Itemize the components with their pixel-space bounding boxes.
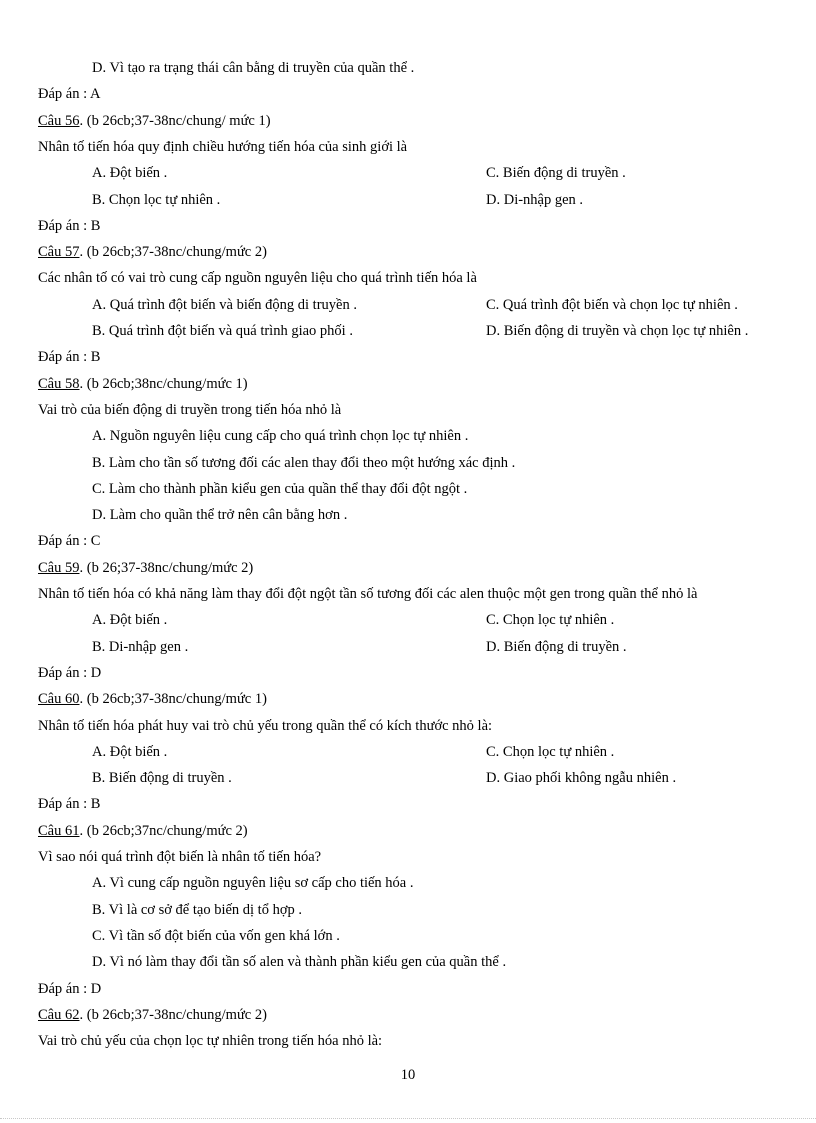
option: A. Vì cung cấp nguồn nguyên liệu sơ cấp cho tiến hóa . <box>92 875 414 892</box>
question-stem: Nhân tố tiến hóa phát huy vai trò chủ yếu trong quần thể có kích thước nhỏ là: <box>38 717 493 734</box>
question-header <box>38 243 267 261</box>
page-bottom-divider <box>0 1118 816 1119</box>
option: C. Vì tần số đột biến của vốn gen khá lớn . <box>92 927 340 944</box>
answer-line: Đáp án : D <box>38 664 102 681</box>
answer-line: Đáp án : D <box>38 980 102 997</box>
option-left: B. Chọn lọc tự nhiên . <box>92 191 221 208</box>
option: A. Nguồn nguyên liệu cung cấp cho quá trình chọn lọc tự nhiên . <box>92 428 469 445</box>
option-left: B. Di-nhập gen . <box>92 638 189 655</box>
question-stem: Vai trò chủ yếu của chọn lọc tự nhiên trong tiến hóa nhỏ là: <box>38 1033 383 1050</box>
option-left: B. Biến động di truyền . <box>92 770 232 787</box>
question-stem: Các nhân tố có vai trò cung cấp nguồn nguyên liệu cho quá trình tiến hóa là <box>38 270 477 287</box>
page-number: 10 <box>400 1067 416 1083</box>
question-header <box>38 1006 267 1024</box>
question-stem: Nhân tố tiến hóa quy định chiều hướng tiến hóa của sinh giới là <box>38 138 408 155</box>
option-right: D. Biến động di truyền . <box>486 638 627 655</box>
question-meta: . (b 26;37-38nc/chung/mức 2) <box>79 559 254 576</box>
answer-line: Đáp án : A <box>38 86 101 103</box>
option-right: C. Quá trình đột biến và chọn lọc tự nhiên . <box>486 296 738 313</box>
question-number: Câu 61 <box>38 822 80 839</box>
question-number: Câu 56 <box>38 112 80 129</box>
option: D. Vì tạo ra trạng thái cân bằng di truyền của quần thể . <box>92 60 415 76</box>
question-meta: . (b 26cb;37-38nc/chung/mức 2) <box>79 244 267 261</box>
option-right: D. Di-nhập gen . <box>486 191 584 208</box>
answer-line: Đáp án : C <box>38 533 101 550</box>
question-header <box>38 559 253 577</box>
option-right: D. Biến động di truyền và chọn lọc tự nhiên . <box>486 323 749 339</box>
question-number: Câu 60 <box>38 691 80 708</box>
answer-line: Đáp án : B <box>38 217 101 234</box>
question-meta: . (b 26cb;37nc/chung/mức 2) <box>79 822 248 839</box>
question-number: Câu 58 <box>38 375 80 392</box>
option: D. Làm cho quần thể trở nên cân bằng hơn . <box>92 507 348 524</box>
question-stem: Vai trò của biến động di truyền trong tiến hóa nhỏ là <box>38 401 342 418</box>
option-right: C. Chọn lọc tự nhiên . <box>486 743 615 760</box>
option: D. Vì nó làm thay đổi tần số alen và thành phần kiểu gen của quần thể . <box>92 954 507 971</box>
question-stem: Nhân tố tiến hóa có khả năng làm thay đổi đột ngột tần số tương đối các alen thuộc một gen trong quần thể nhỏ là <box>38 586 698 602</box>
question-meta: . (b 26cb;37-38nc/chung/mức 2) <box>79 1006 267 1023</box>
option-right: D. Giao phối không ngẫu nhiên . <box>486 770 677 787</box>
question-stem: Vì sao nói quá trình đột biến là nhân tố tiến hóa? <box>38 849 322 865</box>
question-header <box>38 112 271 130</box>
answer-line: Đáp án : B <box>38 349 101 366</box>
question-meta: . (b 26cb;37-38nc/chung/mức 1) <box>79 691 267 708</box>
option-left: A. Quá trình đột biến và biến động di truyền . <box>92 296 357 313</box>
option: C. Làm cho thành phần kiểu gen của quần thể thay đổi đột ngột . <box>92 480 468 497</box>
option-right: C. Chọn lọc tự nhiên . <box>486 612 615 629</box>
option-right: C. Biến động di truyền . <box>486 165 626 182</box>
answer-line: Đáp án : B <box>38 796 101 813</box>
option: B. Vì là cơ sở để tạo biến dị tổ hợp . <box>92 901 303 918</box>
option: B. Làm cho tần số tương đối các alen thay đổi theo một hướng xác định . <box>92 454 516 471</box>
question-number: Câu 59 <box>38 559 80 576</box>
option-left: B. Quá trình đột biến và quá trình giao phối . <box>92 323 353 339</box>
option-left: A. Đột biến . <box>92 165 168 182</box>
question-number: Câu 62 <box>38 1006 80 1023</box>
option-left: A. Đột biến . <box>92 612 168 629</box>
question-header <box>38 690 267 708</box>
option-left: A. Đột biến . <box>92 743 168 760</box>
question-number: Câu 57 <box>38 244 80 261</box>
question-header <box>38 822 248 840</box>
question-meta: . (b 26cb;38nc/chung/mức 1) <box>79 375 248 392</box>
question-meta: . (b 26cb;37-38nc/chung/ mức 1) <box>79 112 271 129</box>
question-header <box>38 375 248 393</box>
